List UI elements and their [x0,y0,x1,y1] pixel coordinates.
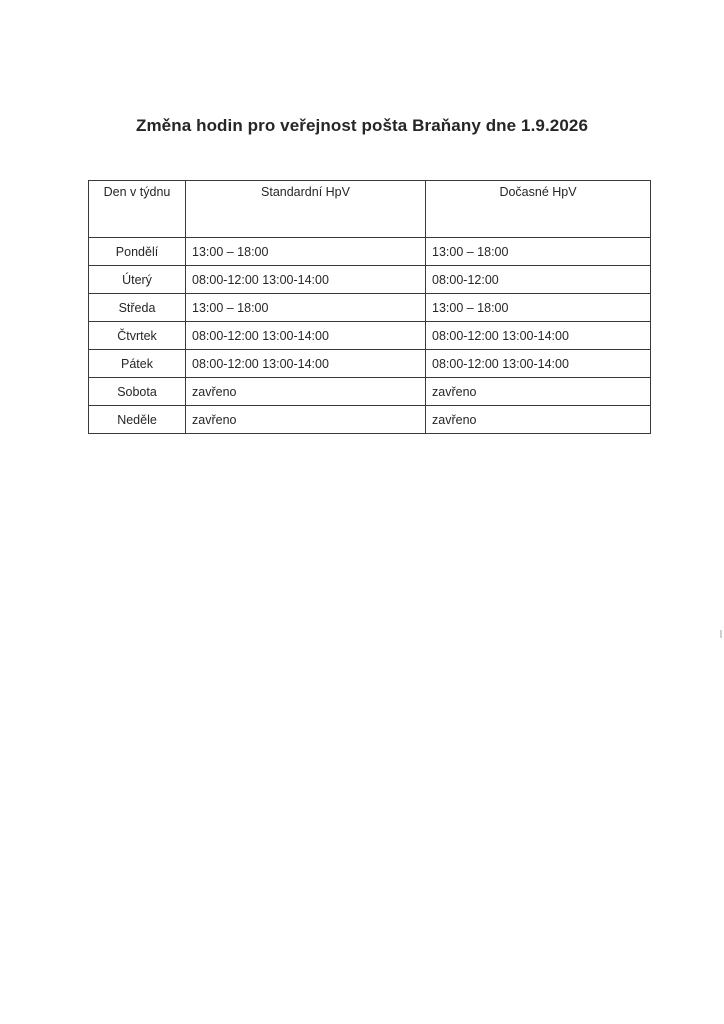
day-cell: Úterý [89,266,186,294]
temporary-hours-cell: zavřeno [426,406,651,434]
day-cell: Pondělí [89,238,186,266]
temporary-hours-cell: 08:00-12:00 [426,266,651,294]
standard-hours-cell: 08:00-12:00 13:00-14:00 [186,266,426,294]
standard-hours-cell: zavřeno [186,378,426,406]
standard-hours-cell: 13:00 – 18:00 [186,238,426,266]
table-row [89,238,651,266]
temporary-hours-cell: 13:00 – 18:00 [426,238,651,266]
table-header-row [89,181,651,238]
day-cell: Pátek [89,350,186,378]
table-row [89,294,651,322]
temporary-hours-cell: 13:00 – 18:00 [426,294,651,322]
table-row [89,322,651,350]
header-temporary-hours: Dočasné HpV [426,181,651,238]
day-cell: Středa [89,294,186,322]
opening-hours-table [88,180,651,434]
table-row [89,266,651,294]
page-title: Změna hodin pro veřejnost pošta Braňany dne 1.9.2026 [135,116,589,135]
temporary-hours-cell: zavřeno [426,378,651,406]
standard-hours-cell: zavřeno [186,406,426,434]
table-row [89,378,651,406]
table-row [89,350,651,378]
temporary-hours-cell: 08:00-12:00 13:00-14:00 [426,322,651,350]
table-row [89,406,651,434]
scan-edge-mark [720,630,722,638]
day-cell: Neděle [89,406,186,434]
day-cell: Čtvrtek [89,322,186,350]
header-standard-hours: Standardní HpV [186,181,426,238]
day-cell: Sobota [89,378,186,406]
standard-hours-cell: 08:00-12:00 13:00-14:00 [186,322,426,350]
temporary-hours-cell: 08:00-12:00 13:00-14:00 [426,350,651,378]
standard-hours-cell: 08:00-12:00 13:00-14:00 [186,350,426,378]
standard-hours-cell: 13:00 – 18:00 [186,294,426,322]
header-day: Den v týdnu [89,181,186,238]
